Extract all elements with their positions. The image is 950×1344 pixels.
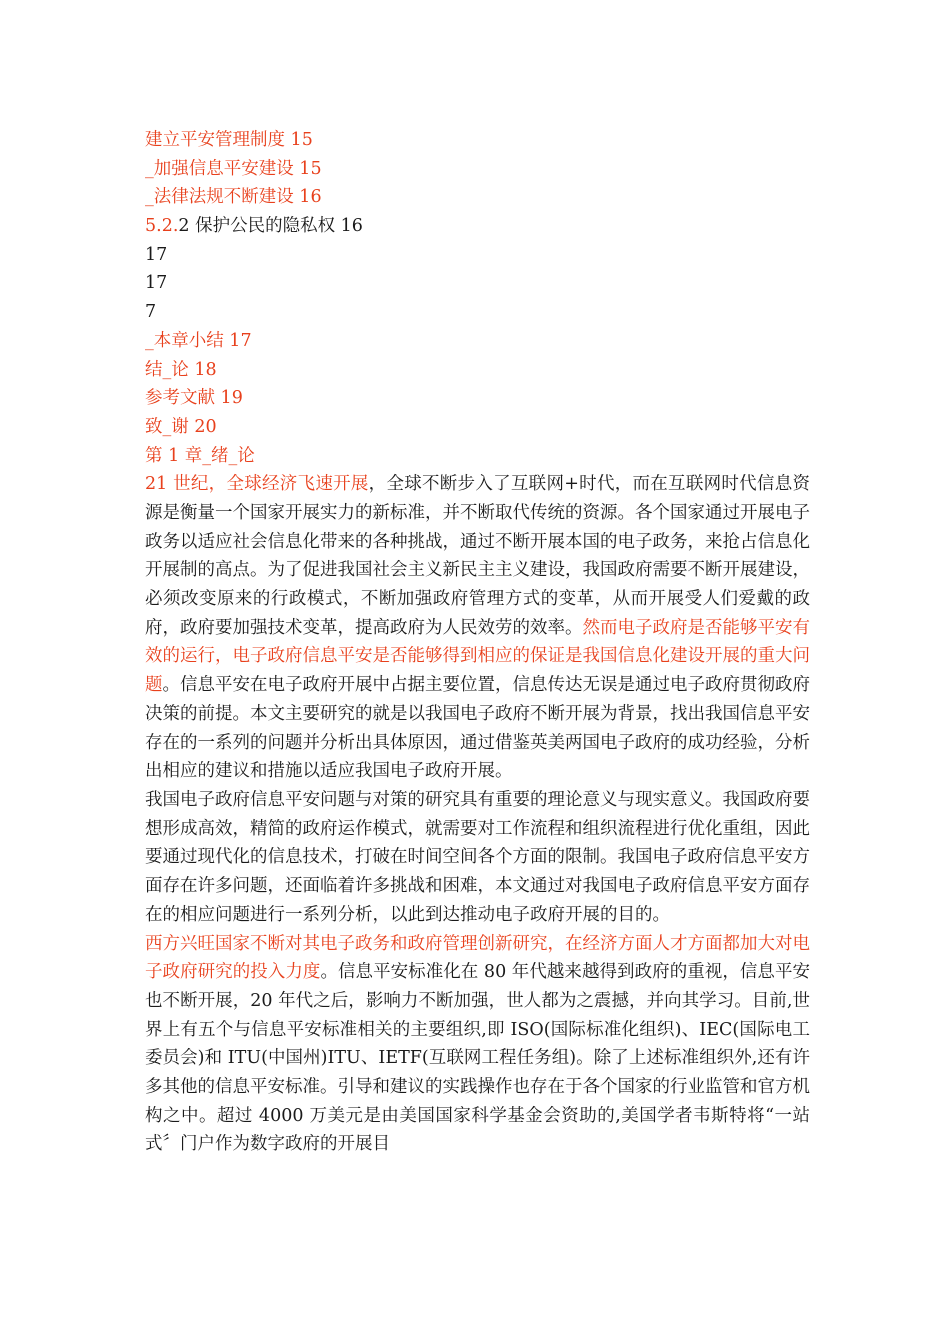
toc-line: 17 [145, 273, 168, 294]
toc-line: 7 [145, 302, 157, 323]
toc-line[interactable]: _本章小结 17 [145, 330, 252, 351]
toc-line[interactable]: _法律法规不断建设 16 [145, 187, 322, 208]
toc-line[interactable]: 致_谢 20 [145, 416, 217, 437]
chapter-heading[interactable]: 第 1 章_绪_论 [145, 445, 255, 466]
body-paragraph-2: 我国电子政府信息平安问题与对策的研究具有重要的理论意义与现实意义。我国政府要想形成高效，精简的政府运作模式，就需要对工作流程和组织流程进行优化重组，因此要通过现代化的信息技术，打破在时间空间各个方面的限制。我国电子政府信息平安方面存在许多问题，还面临着许多挑战和困难，本文通过对我国电子政府信息平安方面存在的相应问题进行一系列分析，以此到达推动电子政府开展的目的。 [145, 789, 810, 925]
toc-line[interactable]: _加强信息平安建设 15 [145, 158, 322, 179]
table-of-contents [145, 126, 810, 470]
toc-line[interactable]: 参考文献 19 [145, 388, 243, 409]
toc-line: 17 [145, 244, 168, 265]
toc-line[interactable]: 结_论 18 [145, 359, 217, 380]
document-page [145, 126, 810, 1159]
toc-line[interactable]: 建立平安管理制度 15 [145, 130, 313, 150]
body-paragraph-1: 21 世纪，全球经济飞速开展，全球不断步入了互联网+时代，而在互联网时代信息资源是衡量一个国家开展实力的新标准，并不断取代传统的资源。各个国家通过开展电子政务以适应社会信息化带来的各种挑战，通过不断开展本国的电子政务，来抢占信息化开展制的高点。为了促进我国社会主义新民主主义建设，我国政府需要不断开展建设，必须改变原来的行政模式，不断加强政府管理方式的变革，从而开展受人们爱戴的政府，政府要加强技术变革，提高政府为人民效劳的效率。然而电子政府是否能够平安有效的运行，电子政府信息平安是否能够得到相应的保证是我国信息化建设开展的重大问题。信息平安在电子政府开展中占据主要位置，信息传达无误是通过电子政府贯彻政府决策的前提。本文主要研究的就是以我国电子政府不断开展为背景，找出我国信息平安存在的一系列的问题并分析出具体原因，通过借鉴英美两国电子政府的成功经验，分析出相应的建议和措施以适应我国电子政府开展。 [145, 474, 810, 782]
toc-line[interactable]: 5.2.2 保护公民的隐私权 16 [145, 216, 363, 237]
body-paragraph-3: 西方兴旺国家不断对其电子政务和政府管理创新研究，在经济方面人才方面都加大对电子政府研究的投入力度。信息平安标准化在 80 年代越来越得到政府的重视，信息平安也不断开展，20 年代之后，影响力不断加强，世人都为之震撼，并向其学习。目前,世界上有五个与信息平安标准相关的主要组织,即 ISO(国际标准化组织)、IEC(国际电工委员会)和 ITU(中国州)ITU、IETF(互联网工程任务组)。除了上述标准组织外,还有许多其他的信息平安标准。引导和建议的实践操作也存在于各个国家的行业监管和官方机构之中。超过 4000 万美元是由美国国家科学基金会资助的,美国学者韦斯特将“一站式〞门户作为数字政府的开展目 [145, 933, 810, 1155]
